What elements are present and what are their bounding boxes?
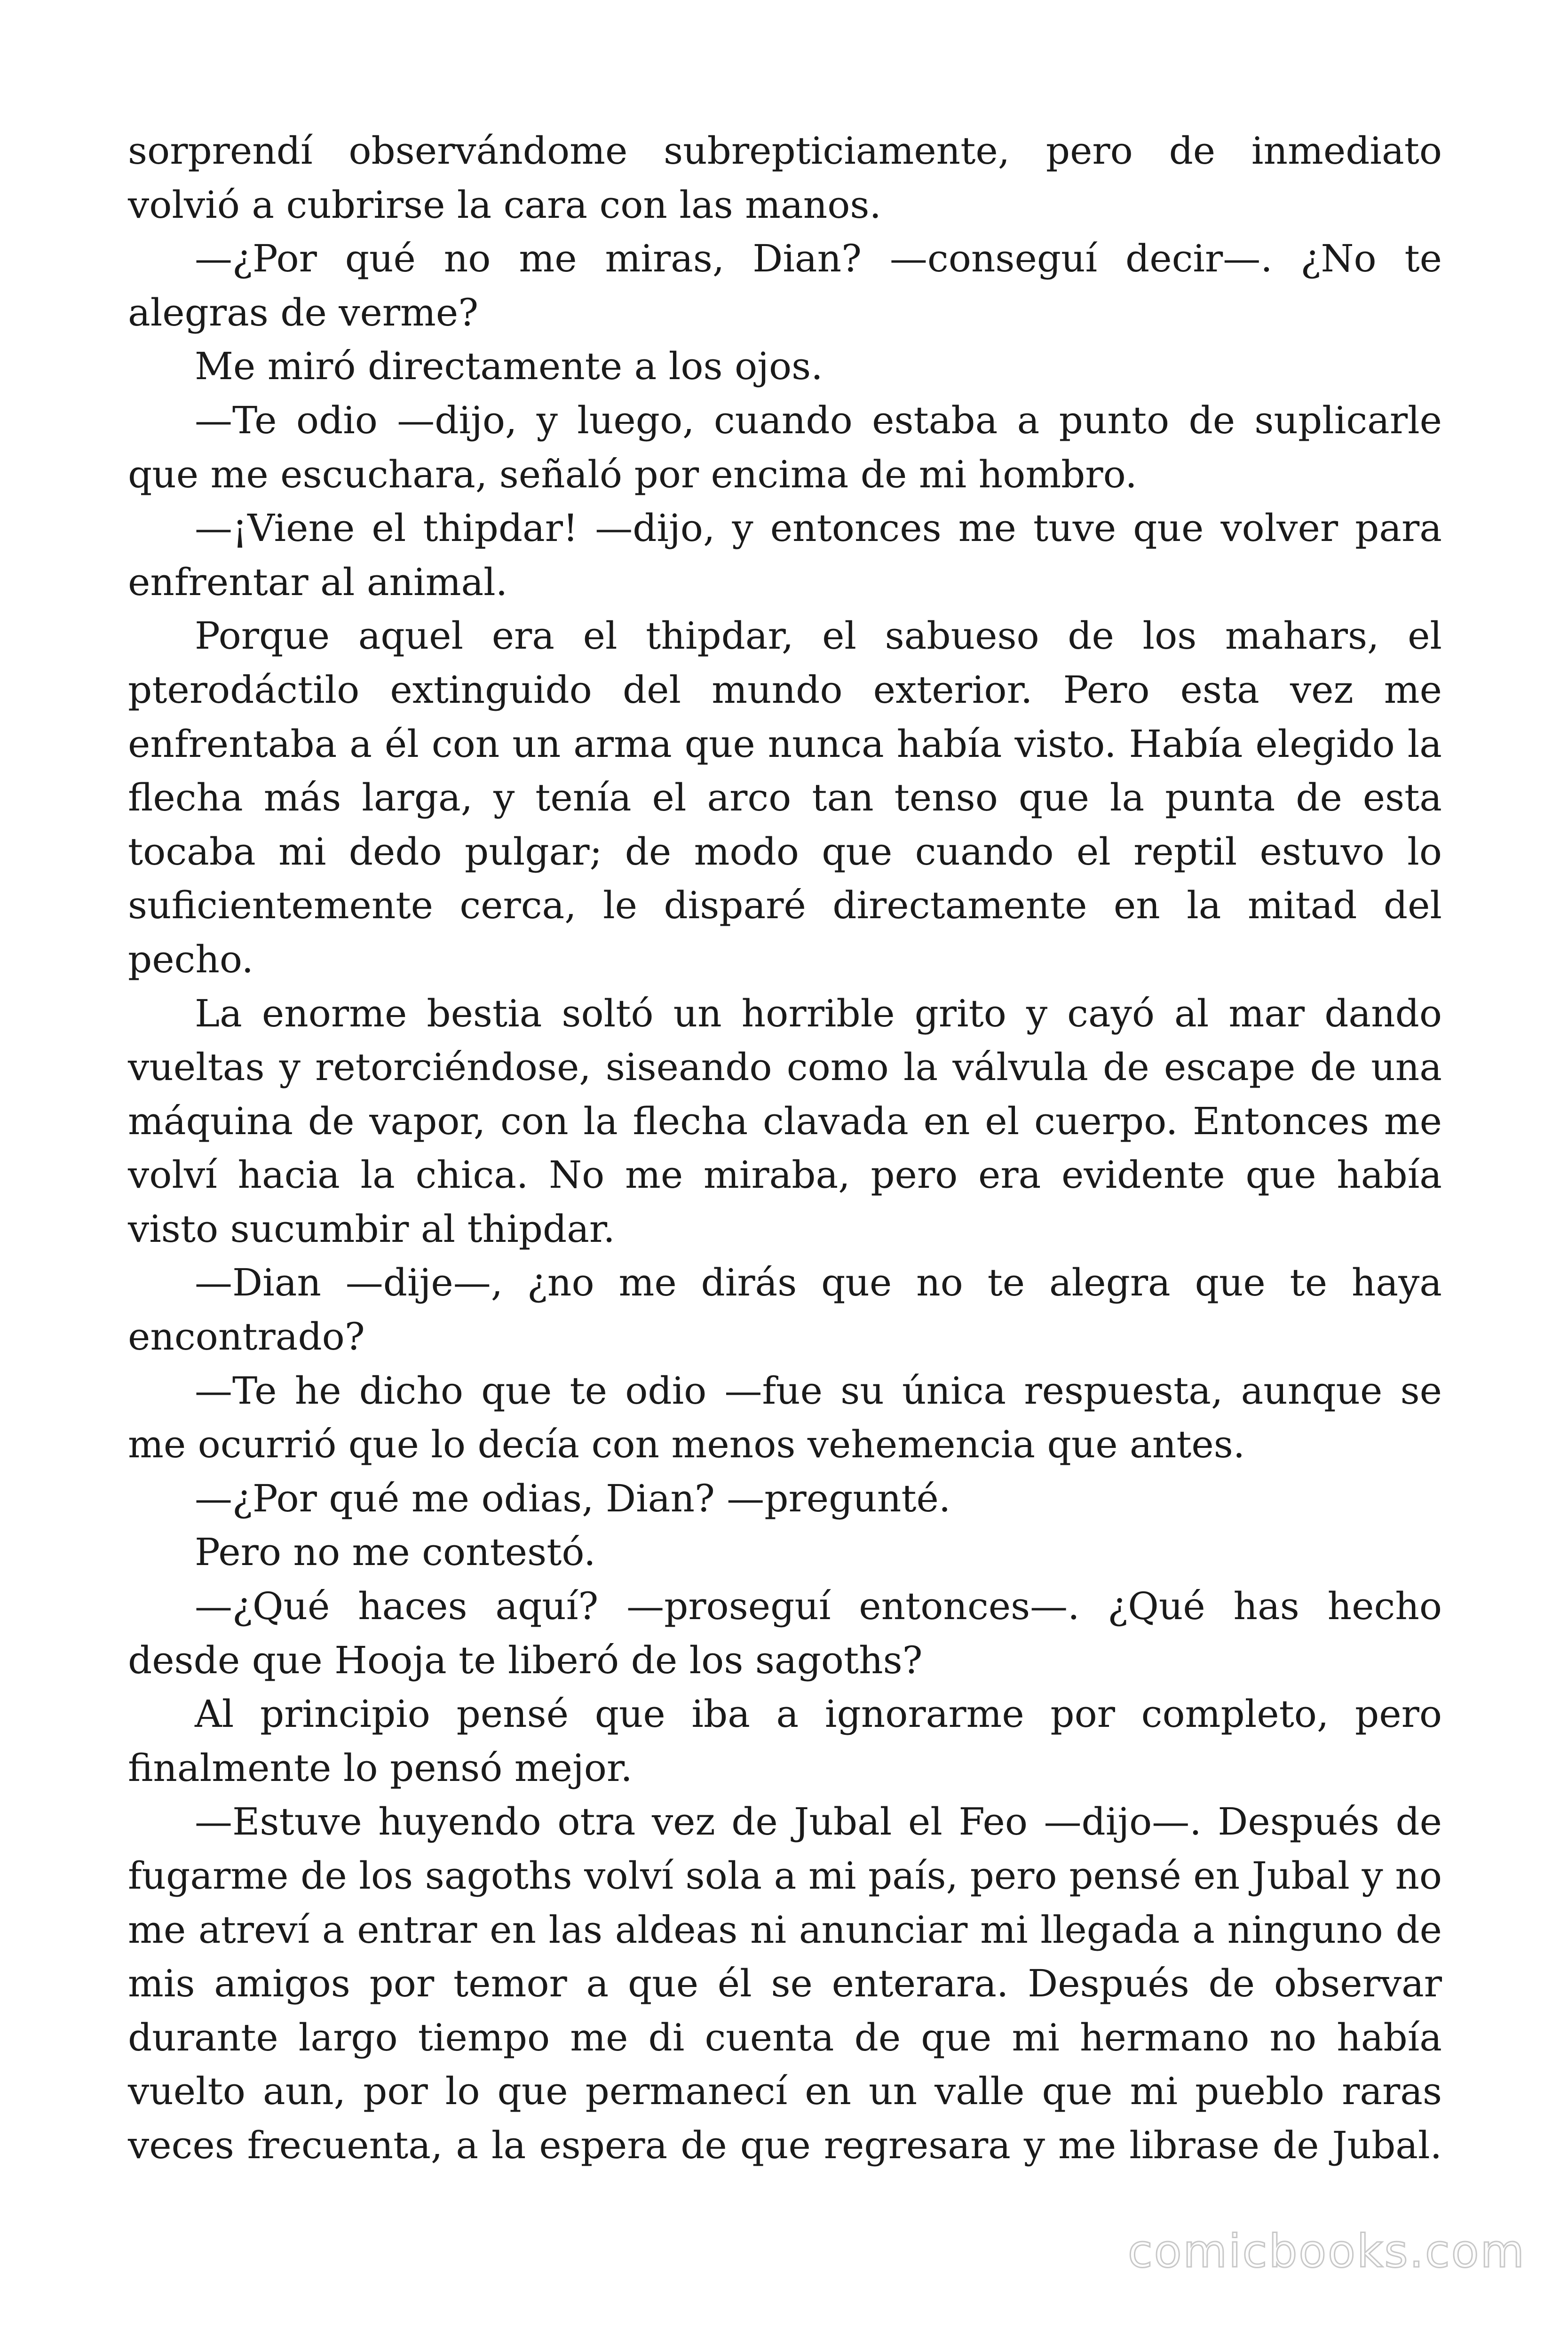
- paragraph: Porque aquel era el thipdar, el sabueso de los mahars, el pterodáctilo extinguido del mundo exterior. Pero esta vez me enfrentaba a él con un arma que nunca había visto. Había elegido la flecha más larga, y tenía el arco tan tenso que la punta de esta tocaba mi dedo pulgar; de modo que cuando el reptil estuvo lo suficientemente cerca, le disparé directamente en la mitad del pecho.: [128, 614, 1442, 981]
- paragraph: Me miró directamente a los ojos.: [195, 344, 823, 389]
- paragraph: —¿Qué haces aquí? —proseguí entonces—. ¿Qué has hecho desde que Hooja te liberó de los sagoths?: [128, 1584, 1442, 1682]
- paragraph: Al principio pensé que iba a ignorarme por completo, pero finalmente lo pensó mejor.: [128, 1692, 1442, 1790]
- body-text: [128, 124, 1442, 2173]
- paragraph: —Estuve huyendo otra vez de Jubal el Feo —dijo—. Después de fugarme de los sagoths volví sola a mi país, pero pensé en Jubal y no me atreví a entrar en las aldeas ni anunciar mi llegada a ninguno de mis amigos por temor a que él se enterara. Después de observar durante largo tiempo me di cuenta de que mi hermano no había vuelto aun, por lo que permanecí en un valle que mi pueblo raras veces frecuenta, a la espera de que regresara y me librase de Jubal.: [128, 1800, 1442, 2167]
- paragraph: —¡Viene el thipdar! —dijo, y entonces me tuve que volver para enfrentar al animal.: [128, 506, 1442, 604]
- paragraph: —¿Por qué me odias, Dian? —pregunté.: [195, 1476, 951, 1520]
- paragraph: sorprendí observándome subrepticiamente, pero de inmediato volvió a cubrirse la cara con las manos.: [128, 129, 1442, 227]
- paragraph: —Dian —dije—, ¿no me dirás que no te alegra que te haya encontrado?: [128, 1261, 1442, 1359]
- watermark: comicbooks.com: [1127, 2225, 1526, 2278]
- paragraph: La enorme bestia soltó un horrible grito y cayó al mar dando vueltas y retorciéndose, siseando como la válvula de escape de una máquina de vapor, con la flecha clavada en el cuerpo. Entonces me volví hacia la chica. No me miraba, pero era evidente que había visto sucumbir al thipdar.: [128, 991, 1442, 1251]
- paragraph: —Te odio —dijo, y luego, cuando estaba a punto de suplicarle que me escuchara, señaló por encima de mi hombro.: [128, 398, 1442, 496]
- paragraph: Pero no me contestó.: [195, 1530, 596, 1574]
- paragraph: —Te he dicho que te odio —fue su única respuesta, aunque se me ocurrió que lo decía con menos vehemencia que antes.: [128, 1368, 1442, 1467]
- paragraph: —¿Por qué no me miras, Dian? —conseguí decir—. ¿No te alegras de verme?: [128, 237, 1442, 334]
